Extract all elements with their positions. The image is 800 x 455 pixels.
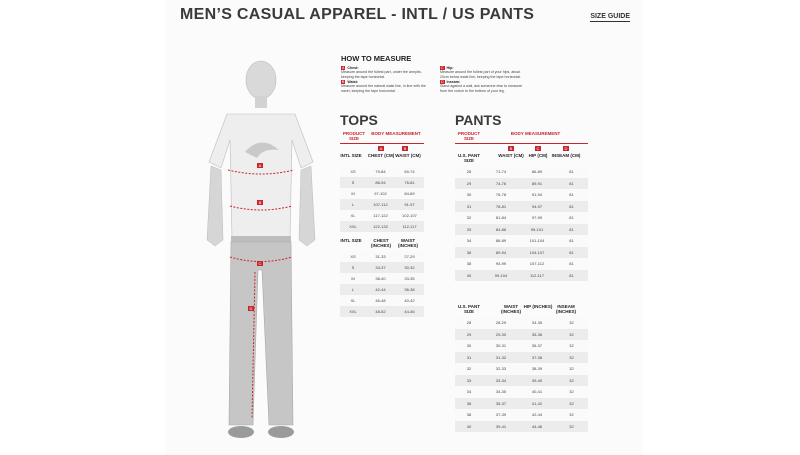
table-cell: 89-94	[483, 247, 519, 259]
table-cell: 81	[555, 166, 588, 178]
table-cell: M	[340, 273, 366, 284]
table-cell: 84-89	[395, 188, 424, 199]
tops-header-rule	[340, 143, 424, 144]
marker-a: A	[258, 163, 262, 168]
table-cell: 71-74	[483, 166, 519, 178]
pants-title: PANTS	[455, 112, 502, 128]
table-cell: 32	[455, 363, 483, 375]
table-cell: 94-99	[483, 258, 519, 270]
table-cell: 89-91	[519, 178, 555, 190]
page-title: MEN’S CASUAL APPAREL - INTL / US PANTS	[180, 6, 535, 23]
table-cell: 41-42	[519, 398, 555, 410]
pants-in-col-hip: HIP (INCHES)	[523, 304, 553, 309]
table-row	[340, 188, 424, 199]
table-cell: 40-42	[395, 295, 424, 306]
tops-cm-col-chest: CHEST (CM)	[367, 153, 395, 158]
table-cell: 81	[555, 201, 588, 213]
table-row	[455, 258, 588, 270]
table-cell: 44-46	[395, 306, 424, 317]
tops-body-measurement: BODY MEASUREMENT	[371, 131, 421, 136]
table-cell: 91-97	[395, 199, 424, 210]
table-cell: 69-74	[395, 166, 424, 177]
table-cell: 79-84	[366, 166, 395, 177]
table-cell: XL	[340, 210, 366, 221]
table-cell: 33	[455, 224, 483, 236]
table-row	[455, 178, 588, 190]
table-cell: 91-94	[519, 189, 555, 201]
table-cell: 40-41	[519, 386, 555, 398]
pants-cm-col-inseam: INSEAM (CM)	[551, 153, 581, 158]
table-cell: 32	[555, 352, 588, 364]
table-row	[455, 201, 588, 213]
table-cell: 32	[555, 340, 588, 352]
table-row	[455, 375, 588, 387]
table-cell: 32	[555, 421, 588, 433]
table-cell: 104-107	[519, 247, 555, 259]
table-cell: 34-35	[519, 317, 555, 329]
table-cell: 76-81	[395, 177, 424, 188]
table-row	[455, 386, 588, 398]
table-cell: XL	[340, 295, 366, 306]
table-row	[455, 270, 588, 282]
table-row	[455, 166, 588, 178]
table-cell: 32	[455, 212, 483, 224]
table-cell: XS	[340, 251, 366, 262]
table-cell: 42-44	[366, 284, 395, 295]
table-cell: 33-35	[395, 273, 424, 284]
tops-title: TOPS	[340, 112, 378, 128]
table-cell: 81	[555, 224, 588, 236]
table-row	[455, 189, 588, 201]
pants-in-col-size: U.S. PANT SIZE	[458, 304, 480, 314]
pants-letter-b: B	[509, 146, 513, 151]
table-cell: 102-107	[395, 210, 424, 221]
table-cell: 29	[455, 329, 483, 341]
pants-letter-c: C	[536, 146, 540, 151]
table-row	[455, 329, 588, 341]
table-cell: 34	[455, 386, 483, 398]
table-row	[455, 212, 588, 224]
table-row	[340, 295, 424, 306]
table-cell: 32-33	[483, 363, 519, 375]
pants-cm-col-hip: HIP (CM)	[528, 153, 548, 158]
pants-body-measurement: BODY MEASUREMENT	[510, 131, 561, 136]
table-cell: 40	[455, 421, 483, 433]
measure-item-waist: B Waist: Measure around the natural waist line, in line with the navel, keeping the tape horizontal.	[341, 80, 426, 93]
table-cell: 122-132	[366, 221, 395, 232]
table-cell: 117-122	[366, 210, 395, 221]
table-cell: 34-35	[483, 386, 519, 398]
table-cell: 32	[555, 386, 588, 398]
table-cell: 97-102	[366, 188, 395, 199]
table-cell: 36-37	[519, 340, 555, 352]
table-cell: 107-112	[366, 199, 395, 210]
pants-cm-col-size: U.S. PANT SIZE	[458, 153, 480, 163]
table-cell: 81	[555, 258, 588, 270]
table-cell: 32	[555, 317, 588, 329]
table-row	[455, 224, 588, 236]
table-cell: L	[340, 199, 366, 210]
measure-item-inseam: D Inseam: Stand against a wall, ask someone else to measure from the crotch to the bottom of your leg.	[440, 80, 523, 93]
table-cell: 28	[455, 166, 483, 178]
table-row	[455, 247, 588, 259]
table-cell: 101-104	[519, 235, 555, 247]
table-cell: L	[340, 284, 366, 295]
marker-c: C	[258, 261, 262, 266]
table-cell: 30-32	[395, 262, 424, 273]
table-cell: 38-39	[519, 363, 555, 375]
marker-d: D	[249, 306, 253, 311]
table-row	[455, 398, 588, 410]
table-cell: 81	[555, 235, 588, 247]
pants-in-col-inseam: INSEAM (INCHES)	[556, 304, 576, 314]
table-cell: 30	[455, 189, 483, 201]
table-cell: 28-29	[483, 317, 519, 329]
table-row	[340, 166, 424, 177]
how-to-measure-title: HOW TO MEASURE	[341, 54, 412, 63]
table-cell: 94-97	[519, 201, 555, 213]
table-cell: 99-104	[483, 270, 519, 282]
table-row	[340, 306, 424, 317]
table-row	[455, 409, 588, 421]
table-cell: 36	[455, 398, 483, 410]
table-cell: 44-46	[519, 421, 555, 433]
table-cell: 37-39	[483, 409, 519, 421]
table-cell: 31-33	[366, 251, 395, 262]
marker-b: B	[258, 200, 262, 205]
table-cell: 38	[455, 409, 483, 421]
table-cell: 86-89	[483, 235, 519, 247]
tops-letter-a: A	[379, 146, 383, 151]
table-cell: 48-52	[366, 306, 395, 317]
table-row	[455, 235, 588, 247]
table-cell: 33-34	[483, 375, 519, 387]
tops-cm-col-waist: WAIST (CM)	[395, 153, 421, 158]
table-cell: XXL	[340, 306, 366, 317]
table-cell: 39-40	[519, 375, 555, 387]
table-cell: 32	[555, 398, 588, 410]
table-cell: 29-30	[483, 329, 519, 341]
tops-cm-table	[340, 166, 424, 232]
table-row	[340, 251, 424, 262]
table-row	[340, 177, 424, 188]
table-cell: 97-99	[519, 212, 555, 224]
size-guide-label: SIZE GUIDE	[590, 13, 630, 20]
table-cell: 30-31	[483, 340, 519, 352]
table-cell: 78-81	[483, 201, 519, 213]
table-cell: 40	[455, 270, 483, 282]
tops-letter-b: B	[403, 146, 407, 151]
table-cell: S	[340, 262, 366, 273]
table-row	[455, 340, 588, 352]
table-cell: 86-89	[519, 166, 555, 178]
table-row	[455, 317, 588, 329]
pants-letter-d: D	[564, 146, 568, 151]
table-cell: 37-38	[519, 352, 555, 364]
table-cell: 81	[555, 247, 588, 259]
table-cell: 27-29	[395, 251, 424, 262]
table-cell: 32	[555, 375, 588, 387]
table-cell: 112-117	[519, 270, 555, 282]
table-cell: XXL	[340, 221, 366, 232]
table-cell: 81	[555, 212, 588, 224]
table-cell: 76-78	[483, 189, 519, 201]
tops-in-col-chest: CHEST (INCHES)	[371, 238, 391, 248]
table-row	[340, 210, 424, 221]
table-cell: 86-94	[366, 177, 395, 188]
pants-cm-col-waist: WAIST (CM)	[498, 153, 524, 158]
tops-in-col-waist: WAIST (INCHES)	[398, 238, 418, 248]
table-row	[340, 262, 424, 273]
table-cell: 42-44	[519, 409, 555, 421]
table-cell: 36	[455, 247, 483, 259]
pants-inches-table	[455, 317, 588, 432]
table-cell: 28	[455, 317, 483, 329]
table-cell: 30	[455, 340, 483, 352]
table-cell: 81	[555, 178, 588, 190]
table-row	[340, 221, 424, 232]
table-cell: 81-84	[483, 212, 519, 224]
measure-item-hip: C Hip: Measure around the fullest part of your hips, about 20cm below waist line, keeping the tape horizontal.	[440, 66, 522, 79]
table-row	[340, 273, 424, 284]
table-cell: M	[340, 188, 366, 199]
table-cell: S	[340, 177, 366, 188]
table-cell: 39-41	[483, 421, 519, 433]
table-row	[340, 199, 424, 210]
table-cell: 34	[455, 235, 483, 247]
table-cell: 32	[555, 363, 588, 375]
table-cell: 74-76	[483, 178, 519, 190]
measure-item-chest: A Chest: Measure around the fullest part, under the armpits, keeping the tape horizontal.	[341, 66, 422, 79]
model-figure	[165, 30, 337, 455]
table-cell: 46-48	[366, 295, 395, 306]
table-cell: 99-101	[519, 224, 555, 236]
table-row	[455, 421, 588, 433]
tops-cm-col-size: INTL SIZE	[340, 153, 362, 158]
table-cell: XS	[340, 166, 366, 177]
tops-in-col-size: INTL SIZE	[340, 238, 362, 243]
table-cell: 81	[555, 189, 588, 201]
pants-header-rule	[455, 143, 588, 144]
tops-product-size: PRODUCT SIZE	[342, 131, 366, 141]
table-cell: 107-112	[519, 258, 555, 270]
table-cell: 31-32	[483, 352, 519, 364]
tops-inches-table	[340, 251, 424, 317]
table-cell: 29	[455, 178, 483, 190]
table-cell: 33	[455, 375, 483, 387]
table-cell: 34-37	[366, 262, 395, 273]
table-cell: 36-38	[395, 284, 424, 295]
table-row	[455, 352, 588, 364]
table-cell: 32	[555, 329, 588, 341]
pants-in-col-waist: WAIST (INCHES)	[501, 304, 521, 314]
table-cell: 32	[555, 409, 588, 421]
table-cell: 81	[555, 270, 588, 282]
table-cell: 38	[455, 258, 483, 270]
table-cell: 84-86	[483, 224, 519, 236]
pants-product-size: PRODUCT SIZE	[457, 131, 481, 141]
table-cell: 31	[455, 352, 483, 364]
table-cell: 35-37	[483, 398, 519, 410]
table-cell: 38-40	[366, 273, 395, 284]
table-cell: 112-117	[395, 221, 424, 232]
table-row	[340, 284, 424, 295]
pants-cm-table	[455, 166, 588, 281]
table-row	[455, 363, 588, 375]
table-cell: 31	[455, 201, 483, 213]
table-cell: 35-36	[519, 329, 555, 341]
